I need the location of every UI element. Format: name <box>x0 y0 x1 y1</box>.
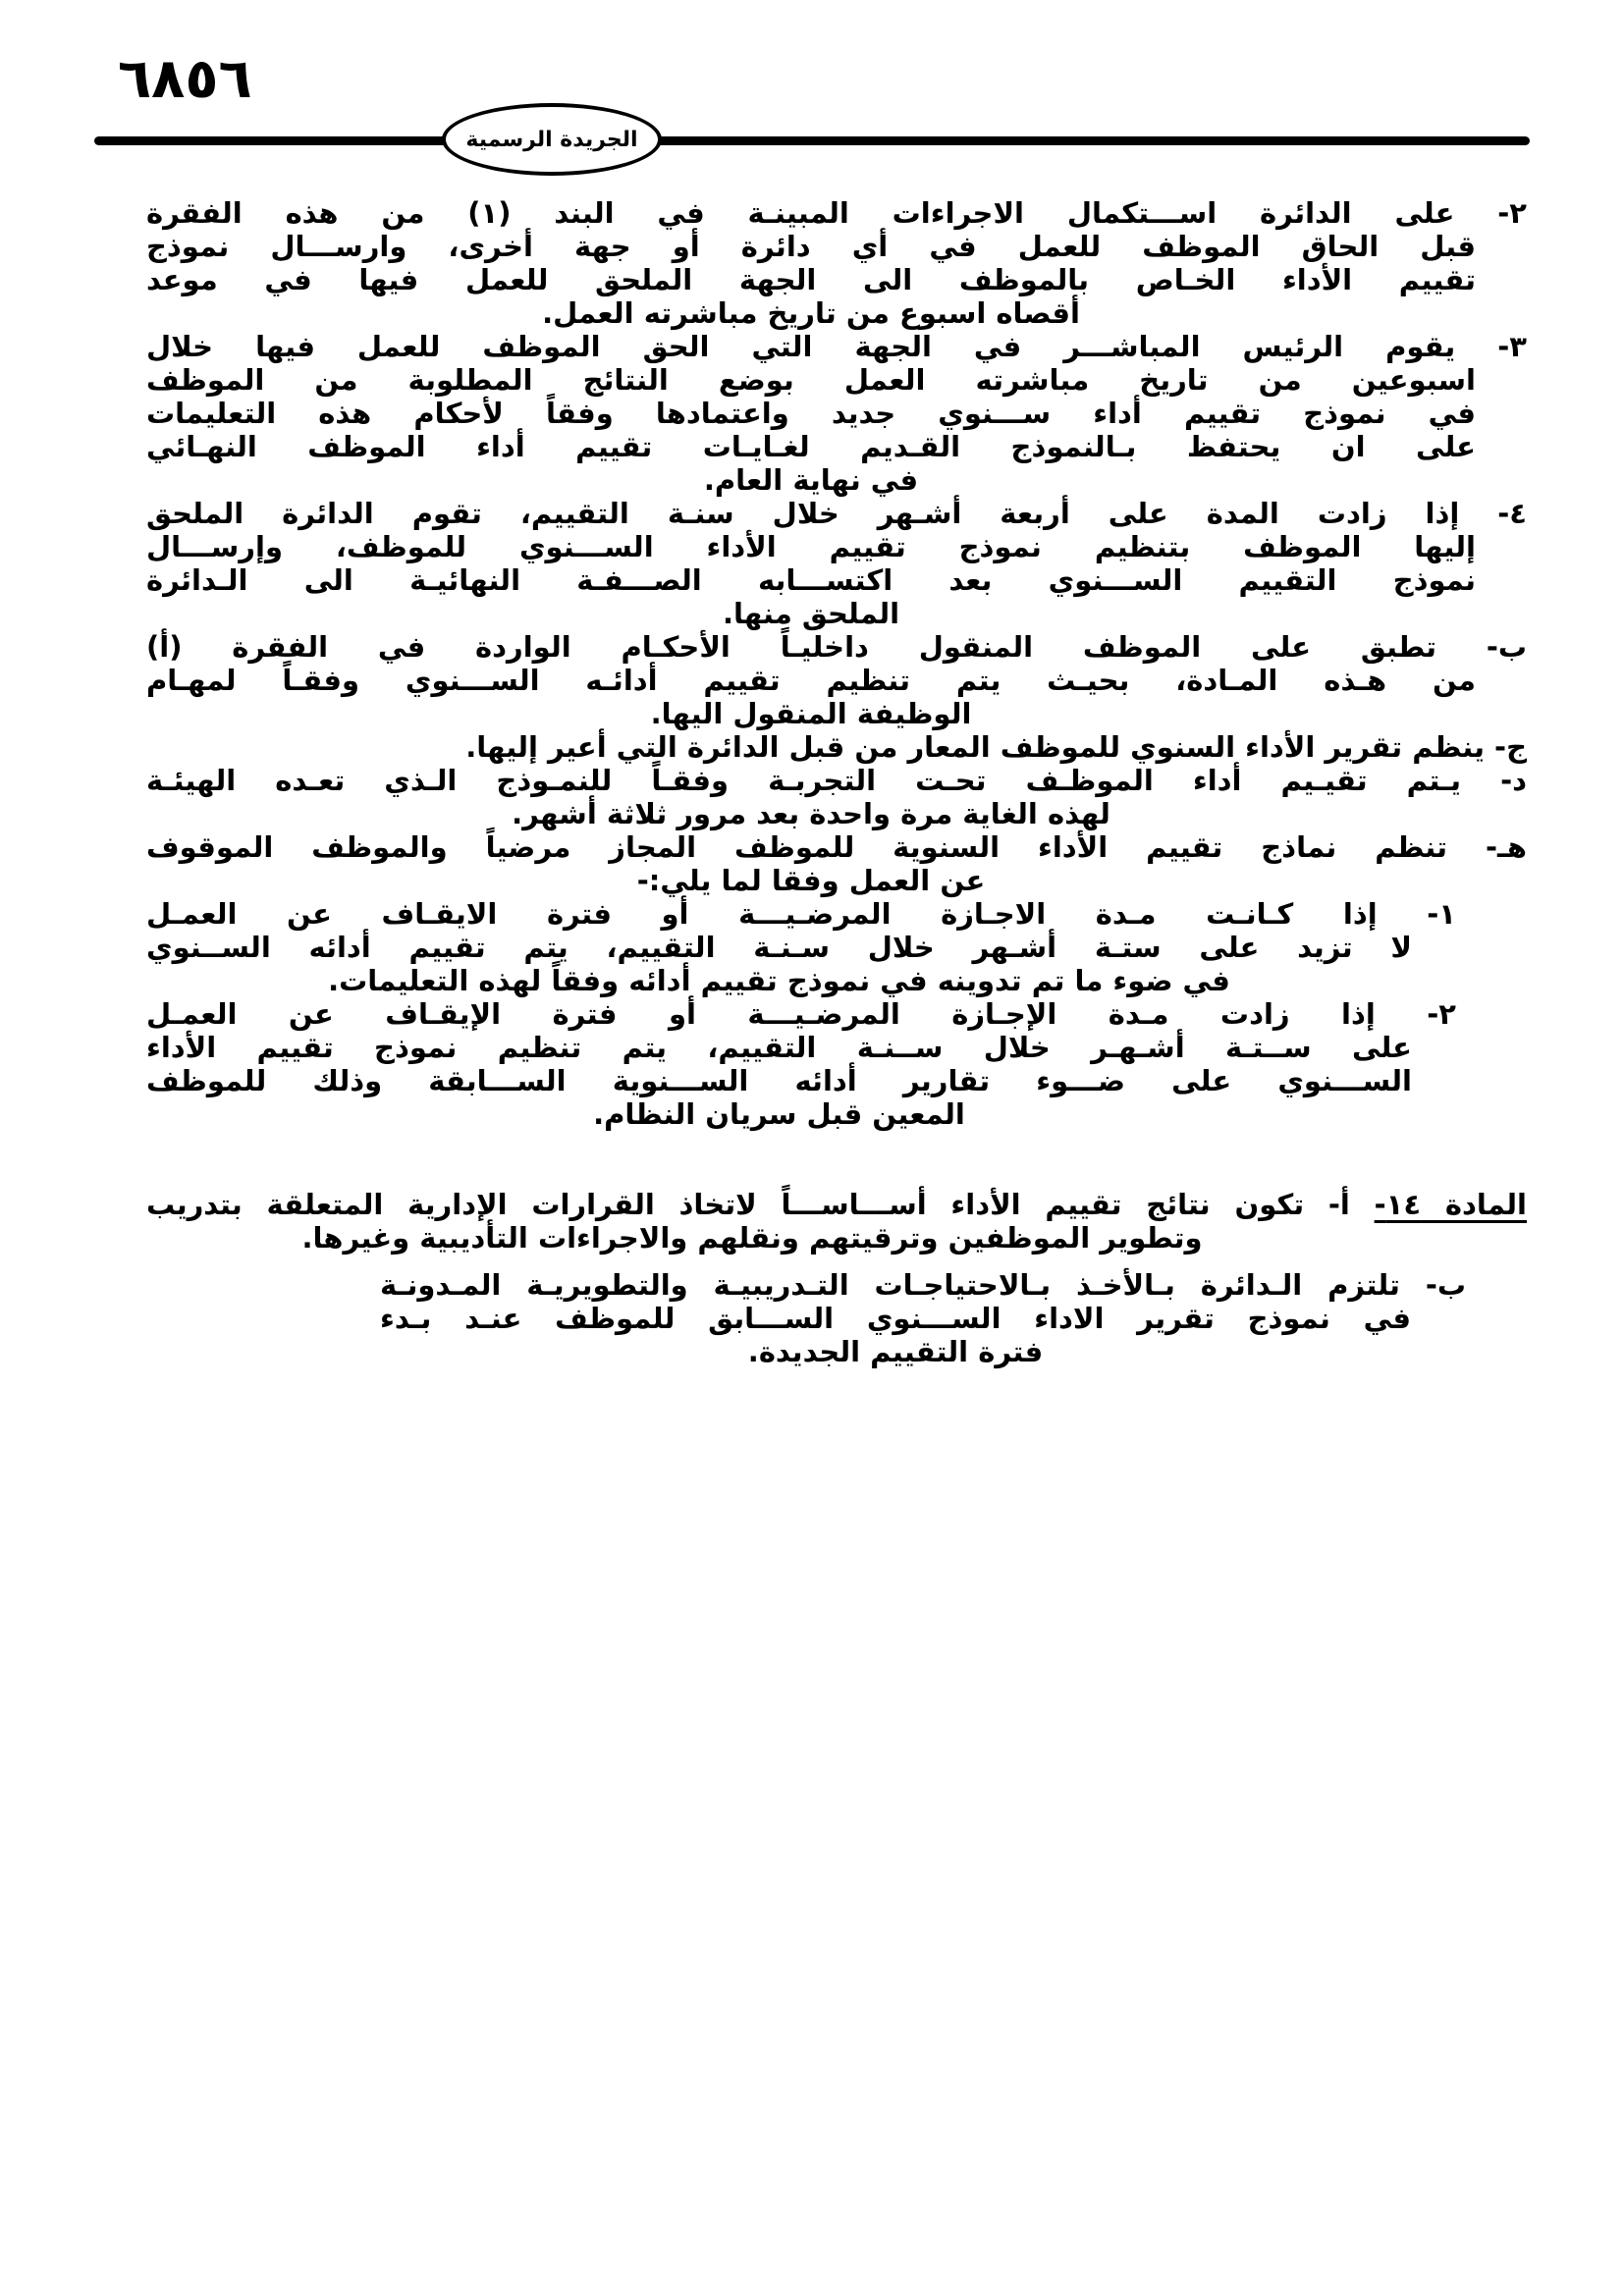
text-line: ٤- إذا زادت المدة على أربعة أشـهر خلال سنـة التقييم، تقوم الدائرة الملحق <box>146 497 1527 530</box>
clause-h <box>146 830 1527 897</box>
article-14-label: المادة ١٤- <box>1374 1188 1527 1221</box>
text-line: ب- تطبق على الموظف المنقول داخليـاً الأحكـام الواردة في الفقرة (أ) <box>146 630 1527 664</box>
text-line: الســـنوي على ضـــوء تقارير أدائه الســـنوية الســـابقة وذلك للموظف <box>146 1064 1412 1097</box>
text-line: من هـذه المـادة، بحيـث يتم تنظيم تقييم أدائـه الســـنوي وفقـاً لمهـام <box>146 664 1476 697</box>
gazette-banner-title: الجريدة الرسمية <box>465 127 638 152</box>
page-number: ٦٨٥٦ <box>118 47 252 111</box>
text-line: في نموذج تقرير الاداء الســـنوي الســـابق للموظف عنـد بـدء <box>380 1302 1411 1335</box>
text-line: على ســتـة أشـهـر خلال ســنـة التقييم، يتم تنظيم نموذج تقييم الأداء <box>146 1031 1412 1064</box>
clause-h-sub-1 <box>146 897 1456 997</box>
text-line: ب- تلتزم الـدائرة بـالأخـذ بـالاحتياجـات التـدريبيـة والتطويريـة المـدونـة <box>380 1268 1466 1302</box>
text-line: هـ- تنظم نماذج تقييم الأداء السنوية للموظف المجاز مرضياً والموظف الموقوف <box>146 830 1527 864</box>
text-line: تقييم الأداء الخـاص بالموظف الى الجهة الملحق للعمل فيها في موعد <box>146 263 1476 296</box>
clause-j <box>146 730 1527 764</box>
document-body <box>146 196 1527 1368</box>
text-line: قبل الحاق الموظف للعمل في أي دائرة أو جهة أخرى، وارســـال نموذج <box>146 230 1476 263</box>
article-14-a-text: أ- تكون نتائج تقييم الأداء أســـاســـاً لاتخاذ القرارات الإدارية المتعلقة بتدريب <box>146 1188 1375 1221</box>
text-line: لهذه الغاية مرة واحدة بعد مرور ثلاثة أشهر. <box>512 797 1110 830</box>
gazette-banner-oval <box>442 103 662 176</box>
text-line: د- يـتم تقيـيم أداء الموظـف تحـت التجربـة وفقـاً للنمـوذج الـذي تعـده الهيئـة <box>146 764 1527 797</box>
text-line: ٢- إذا زادت مـدة الإجـازة المرضـيـــة أو فترة الإيقـاف عن العمـل <box>146 997 1456 1031</box>
text-line: على ان يحتفظ بـالنموذج القـديم لغـايـات تقييم أداء الموظف النهـائي <box>146 430 1476 463</box>
header-rule <box>94 136 1530 145</box>
text-line: المعين قبل سريان النظام. <box>593 1097 965 1131</box>
text-line: في نهاية العام. <box>703 463 919 497</box>
text-line: لا تزيد على ستـة أشـهر خلال سـنـة التقييم، يتم تقييم أدائه الســنوي <box>146 931 1412 964</box>
text-line: إليها الموظف بتنظيم نموذج تقييم الأداء الســـنوي للموظف، وإرســـال <box>146 530 1476 563</box>
text-line: الملحق منها. <box>722 597 900 630</box>
text-line: نموذج التقييم الســـنوي بعد اكتســـابه الصـــفـة النهائيـة الى الـدائرة <box>146 563 1476 597</box>
text-line: أقصاه اسبوع من تاريخ مباشرته العمل. <box>542 296 1080 330</box>
text-line: فترة التقييم الجديدة. <box>747 1335 1044 1368</box>
clause-2 <box>146 196 1527 330</box>
clause-b <box>146 630 1527 730</box>
text-line: ٣- يقوم الرئيس المباشـــر في الجهة التي الحق الموظف للعمل فيها خلال <box>146 330 1527 363</box>
text-line: في نموذج تقييم أداء ســـنوي جديد واعتمادها وفقاً لأحكام هذه التعليمات <box>146 397 1476 430</box>
text-line: وتطوير الموظفين وترقيتهم ونقلهم والاجراءات التأديبية وغيرها. <box>301 1221 1203 1255</box>
clause-4 <box>146 497 1527 630</box>
article-14-clause-a <box>146 1188 1527 1255</box>
article-14-clause-b <box>380 1268 1466 1368</box>
text-line: في ضوء ما تم تدوينه في نموذج تقييم أدائه وفقاً لهذه التعليمات. <box>328 964 1230 997</box>
text-line: اسبوعين من تاريخ مباشرته العمل بوضع النتائج المطلوبة من الموظف <box>146 363 1476 397</box>
clause-h-sub-2 <box>146 997 1456 1131</box>
text-line: ٢- على الدائرة اســـتكمال الاجراءات المبينـة في البند (١) من هذه الفقرة <box>146 196 1527 230</box>
clause-d <box>146 764 1527 830</box>
text-line: ج- ينظم تقرير الأداء السنوي للموظف المعار من قبل الدائرة التي أعير إليها. <box>465 730 1527 764</box>
text-line: الوظيفة المنقول اليها. <box>650 697 972 730</box>
text-line: عن العمل وفقا لما يلي:- <box>636 864 986 897</box>
clause-3 <box>146 330 1527 497</box>
text-line <box>146 1188 1527 1221</box>
text-line: ١- إذا كـانـت مـدة الاجـازة المرضـيـــة أو فترة الايقـاف عن العمـل <box>146 897 1456 931</box>
